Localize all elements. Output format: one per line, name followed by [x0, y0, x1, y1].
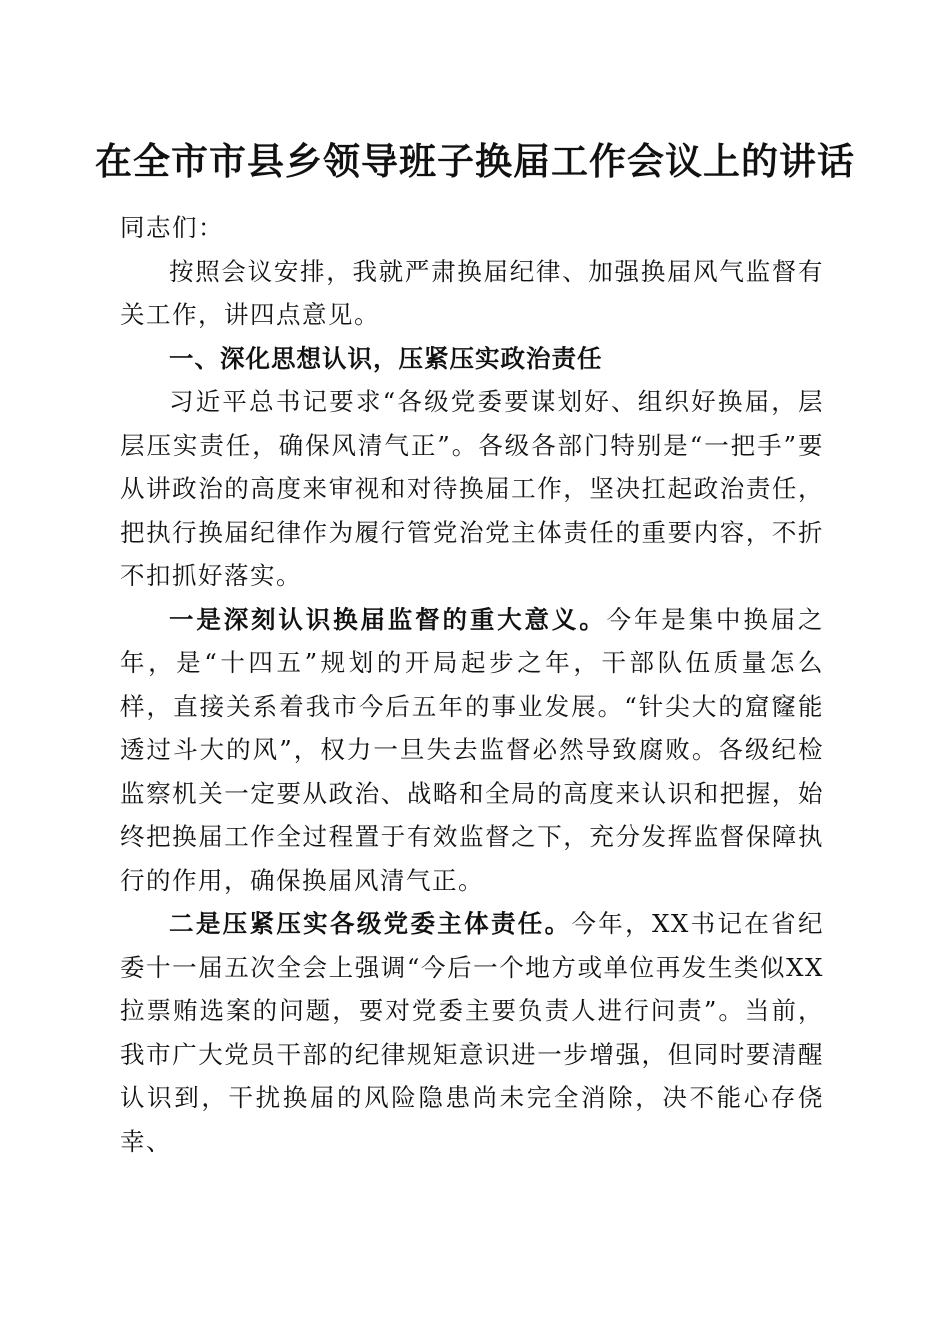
document-title: 在全市市县乡领导班子换届工作会议上的讲话	[95, 139, 855, 183]
point-1-lead: 一是深刻认识换届监督的重大意义。	[169, 604, 607, 634]
point-2-paragraph	[120, 902, 824, 1163]
document-body	[120, 206, 824, 1163]
point-2-lead: 二是压紧压实各级党委主体责任。	[169, 909, 572, 938]
greeting: 同志们：	[120, 213, 224, 242]
intro-paragraph: 按照会议安排，我就严肃换届纪律、加强换届风气监督有关工作，讲四点意见。	[120, 256, 824, 329]
point-2-text: 今年，XX书记在省纪委十一届五次全会上强调“今后一个地方或单位再发生类似XX拉票贿选案的问题，要对党委主要负责人进行问责”。当前，我市广大党员干部的纪律规矩意识进一步增强，但同时要清醒认识到，干扰换届的风险隐患尚未完全消除，决不能心存侥幸、	[120, 909, 824, 1156]
section-heading-1: 一、深化思想认识，压紧压实政治责任	[169, 343, 603, 373]
point-1-paragraph	[120, 598, 824, 903]
point-1-text: 今年是集中换届之年，是“十四五”规划的开局起步之年，干部队伍质量怎么样，直接关系着我市今后五年的事业发展。“针尖大的窟窿能透过斗大的风”，权力一旦失去监督必然导致腐败。各级纪检监察机关一定要从政治、战略和全局的高度来认识和把握，始终把换届工作全过程置于有效监督之下，充分发挥监督保障执行的作用，确保换届风清气正。	[120, 604, 825, 895]
section-1-paragraph: 习近平总书记要求“各级党委要谋划好、组织好换届，层层压实责任，确保风清气正”。各级各部门特别是“一把手”要从讲政治的高度来审视和对待换届工作，坚决扛起政治责任，把执行换届纪律作为履行管党治党主体责任的重要内容，不折不扣抓好落实。	[120, 387, 824, 590]
